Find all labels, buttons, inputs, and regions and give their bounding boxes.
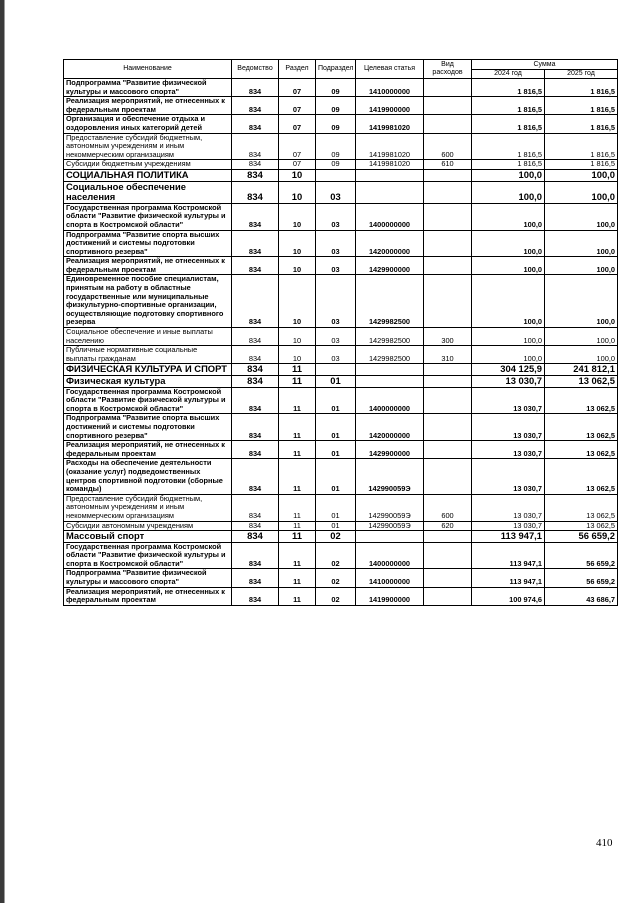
table-row xyxy=(64,441,618,459)
header-dept: Ведомство xyxy=(232,60,279,79)
cell-target xyxy=(356,531,424,543)
budget-table xyxy=(63,59,618,606)
cell-2025: 13 062,5 xyxy=(545,414,618,441)
cell-2024: 13 030,7 xyxy=(472,376,545,388)
cell-subsection: 03 xyxy=(316,275,356,328)
table-row xyxy=(64,387,618,414)
table-row xyxy=(64,376,618,388)
cell-2025: 13 062,5 xyxy=(545,376,618,388)
cell-exptype xyxy=(424,376,472,388)
cell-2025: 100,0 xyxy=(545,257,618,275)
cell-subsection: 09 xyxy=(316,133,356,160)
cell-name: Реализация мероприятий, не отнесенных к федеральным проектам xyxy=(64,97,232,115)
cell-subsection: 09 xyxy=(316,160,356,170)
cell-subsection: 09 xyxy=(316,79,356,97)
page-number: 410 xyxy=(596,837,613,849)
cell-dept: 834 xyxy=(232,459,279,494)
cell-subsection: 03 xyxy=(316,346,356,364)
cell-target: 1419981020 xyxy=(356,115,424,133)
cell-dept: 834 xyxy=(232,181,279,203)
cell-name: СОЦИАЛЬНАЯ ПОЛИТИКА xyxy=(64,169,232,181)
cell-exptype xyxy=(424,181,472,203)
cell-subsection: 02 xyxy=(316,587,356,605)
cell-section: 07 xyxy=(279,115,316,133)
cell-exptype: 600 xyxy=(424,494,472,521)
cell-name: Физическая культура xyxy=(64,376,232,388)
cell-target: 142990059Э xyxy=(356,494,424,521)
cell-name: Государственная программа Костромской области "Развитие физической культуры и спорта в Костромской области" xyxy=(64,542,232,569)
table-row xyxy=(64,346,618,364)
cell-dept: 834 xyxy=(232,364,279,376)
table-row xyxy=(64,542,618,569)
table-row xyxy=(64,133,618,160)
cell-2024: 13 030,7 xyxy=(472,387,545,414)
header-row xyxy=(64,60,618,70)
cell-dept: 834 xyxy=(232,203,279,230)
cell-subsection: 09 xyxy=(316,115,356,133)
cell-exptype: 600 xyxy=(424,133,472,160)
cell-dept: 834 xyxy=(232,97,279,115)
header-name: Наименование xyxy=(64,60,232,79)
cell-exptype xyxy=(424,414,472,441)
cell-2024: 100 974,6 xyxy=(472,587,545,605)
table-row xyxy=(64,531,618,543)
cell-section: 10 xyxy=(279,203,316,230)
cell-name: Публичные нормативные социальные выплаты гражданам xyxy=(64,346,232,364)
cell-dept: 834 xyxy=(232,133,279,160)
cell-subsection: 03 xyxy=(316,257,356,275)
cell-section: 11 xyxy=(279,587,316,605)
cell-exptype: 300 xyxy=(424,328,472,346)
scan-edge-line xyxy=(4,0,5,903)
cell-section: 10 xyxy=(279,275,316,328)
cell-section: 10 xyxy=(279,230,316,257)
table-row xyxy=(64,275,618,328)
cell-name: Предоставление субсидий бюджетным, автономным учреждениям и иным некоммерческим организациям xyxy=(64,133,232,160)
cell-2025: 13 062,5 xyxy=(545,387,618,414)
cell-2024: 113 947,1 xyxy=(472,569,545,587)
cell-exptype: 620 xyxy=(424,521,472,531)
cell-name: Реализация мероприятий, не отнесенных к федеральным проектам xyxy=(64,587,232,605)
cell-name: Социальное обеспечение населения xyxy=(64,181,232,203)
cell-section: 11 xyxy=(279,364,316,376)
cell-target: 1419900000 xyxy=(356,97,424,115)
header-target: Целевая статья xyxy=(356,60,424,79)
cell-subsection: 09 xyxy=(316,97,356,115)
cell-subsection xyxy=(316,169,356,181)
cell-exptype xyxy=(424,169,472,181)
cell-section: 11 xyxy=(279,387,316,414)
cell-name: Подпрограмма "Развитие физической культуры и массового спорта" xyxy=(64,569,232,587)
table-row xyxy=(64,97,618,115)
table-row xyxy=(64,364,618,376)
cell-subsection: 03 xyxy=(316,328,356,346)
cell-dept: 834 xyxy=(232,441,279,459)
cell-subsection: 02 xyxy=(316,542,356,569)
cell-section: 11 xyxy=(279,542,316,569)
cell-2024: 113 947,1 xyxy=(472,542,545,569)
cell-2024: 1 816,5 xyxy=(472,160,545,170)
cell-target: 1419900000 xyxy=(356,587,424,605)
cell-section: 07 xyxy=(279,133,316,160)
cell-section: 11 xyxy=(279,494,316,521)
cell-2024: 100,0 xyxy=(472,203,545,230)
cell-dept: 834 xyxy=(232,115,279,133)
cell-section: 11 xyxy=(279,569,316,587)
table-row xyxy=(64,587,618,605)
cell-name: ФИЗИЧЕСКАЯ КУЛЬТУРА И СПОРТ xyxy=(64,364,232,376)
cell-2025: 100,0 xyxy=(545,203,618,230)
cell-name: Реализация мероприятий, не отнесенных к федеральным проектам xyxy=(64,441,232,459)
cell-name: Подпрограмма "Развитие физической культуры и массового спорта" xyxy=(64,79,232,97)
cell-dept: 834 xyxy=(232,587,279,605)
cell-2025: 13 062,5 xyxy=(545,494,618,521)
cell-target: 142990059Э xyxy=(356,521,424,531)
cell-target: 1419981020 xyxy=(356,160,424,170)
cell-2024: 13 030,7 xyxy=(472,521,545,531)
header-2025: 2025 год xyxy=(545,70,618,79)
table-row xyxy=(64,230,618,257)
cell-name: Массовый спорт xyxy=(64,531,232,543)
cell-target xyxy=(356,364,424,376)
cell-name: Единовременное пособие специалистам, принятым на работу в областные государственные или муниципальные физкультурно-спортивные организации, осуществляющие подготовку спортивного резерва xyxy=(64,275,232,328)
cell-section: 10 xyxy=(279,328,316,346)
cell-2025: 43 686,7 xyxy=(545,587,618,605)
cell-exptype xyxy=(424,587,472,605)
cell-2025: 100,0 xyxy=(545,169,618,181)
cell-exptype xyxy=(424,275,472,328)
cell-target: 1410000000 xyxy=(356,79,424,97)
cell-exptype xyxy=(424,531,472,543)
cell-2025: 100,0 xyxy=(545,275,618,328)
cell-exptype xyxy=(424,441,472,459)
cell-name: Предоставление субсидий бюджетным, автономным учреждениям и иным некоммерческим организациям xyxy=(64,494,232,521)
cell-exptype xyxy=(424,257,472,275)
cell-target xyxy=(356,169,424,181)
cell-exptype xyxy=(424,79,472,97)
table-row xyxy=(64,181,618,203)
cell-subsection: 01 xyxy=(316,459,356,494)
cell-2024: 1 816,5 xyxy=(472,97,545,115)
cell-target xyxy=(356,181,424,203)
cell-2024: 100,0 xyxy=(472,230,545,257)
cell-exptype xyxy=(424,115,472,133)
cell-dept: 834 xyxy=(232,160,279,170)
table-row xyxy=(64,569,618,587)
table-row xyxy=(64,115,618,133)
cell-subsection: 01 xyxy=(316,414,356,441)
cell-2024: 100,0 xyxy=(472,275,545,328)
cell-2025: 100,0 xyxy=(545,230,618,257)
table-row xyxy=(64,79,618,97)
cell-dept: 834 xyxy=(232,569,279,587)
cell-2025: 1 816,5 xyxy=(545,115,618,133)
cell-section: 07 xyxy=(279,79,316,97)
cell-section: 07 xyxy=(279,160,316,170)
cell-2025: 56 659,2 xyxy=(545,569,618,587)
cell-name: Реализация мероприятий, не отнесенных к федеральным проектам xyxy=(64,257,232,275)
cell-subsection: 02 xyxy=(316,531,356,543)
cell-exptype xyxy=(424,387,472,414)
cell-2024: 100,0 xyxy=(472,181,545,203)
cell-2025: 1 816,5 xyxy=(545,97,618,115)
cell-dept: 834 xyxy=(232,521,279,531)
cell-2024: 304 125,9 xyxy=(472,364,545,376)
cell-subsection: 01 xyxy=(316,376,356,388)
cell-dept: 834 xyxy=(232,328,279,346)
cell-section: 11 xyxy=(279,521,316,531)
table-row xyxy=(64,169,618,181)
cell-2025: 100,0 xyxy=(545,181,618,203)
header-2024: 2024 год xyxy=(472,70,545,79)
cell-name: Расходы на обеспечение деятельности (оказание услуг) подведомственных центров спортивной подготовки (сборные команды) xyxy=(64,459,232,494)
cell-dept: 834 xyxy=(232,376,279,388)
cell-dept: 834 xyxy=(232,169,279,181)
cell-target: 1420000000 xyxy=(356,230,424,257)
cell-target: 142990059Э xyxy=(356,459,424,494)
cell-2025: 1 816,5 xyxy=(545,79,618,97)
cell-2025: 100,0 xyxy=(545,328,618,346)
cell-section: 11 xyxy=(279,531,316,543)
cell-2024: 100,0 xyxy=(472,346,545,364)
cell-name: Государственная программа Костромской области "Развитие физической культуры и спорта в Костромской области" xyxy=(64,387,232,414)
cell-target: 1429982500 xyxy=(356,328,424,346)
cell-subsection: 01 xyxy=(316,387,356,414)
cell-dept: 834 xyxy=(232,346,279,364)
cell-section: 10 xyxy=(279,181,316,203)
table-row xyxy=(64,459,618,494)
table-row xyxy=(64,203,618,230)
cell-dept: 834 xyxy=(232,494,279,521)
cell-2024: 1 816,5 xyxy=(472,133,545,160)
cell-2024: 13 030,7 xyxy=(472,441,545,459)
cell-2024: 13 030,7 xyxy=(472,414,545,441)
cell-section: 11 xyxy=(279,441,316,459)
cell-dept: 834 xyxy=(232,542,279,569)
cell-2024: 100,0 xyxy=(472,257,545,275)
cell-name: Организация и обеспечение отдыха и оздоровления иных категорий детей xyxy=(64,115,232,133)
table-row xyxy=(64,160,618,170)
cell-2024: 113 947,1 xyxy=(472,531,545,543)
cell-name: Субсидии автономным учреждениям xyxy=(64,521,232,531)
cell-exptype xyxy=(424,459,472,494)
cell-subsection xyxy=(316,364,356,376)
cell-dept: 834 xyxy=(232,387,279,414)
cell-target: 1400000000 xyxy=(356,203,424,230)
table-row xyxy=(64,257,618,275)
cell-exptype xyxy=(424,97,472,115)
cell-target xyxy=(356,376,424,388)
cell-2024: 100,0 xyxy=(472,169,545,181)
cell-name: Социальное обеспечение и иные выплаты населению xyxy=(64,328,232,346)
cell-subsection: 01 xyxy=(316,494,356,521)
header-exptype: Вид расходов xyxy=(424,60,472,79)
cell-target: 1400000000 xyxy=(356,542,424,569)
cell-exptype xyxy=(424,203,472,230)
header-sum: Сумма xyxy=(472,60,618,70)
cell-dept: 834 xyxy=(232,230,279,257)
cell-2025: 13 062,5 xyxy=(545,459,618,494)
cell-target: 1410000000 xyxy=(356,569,424,587)
cell-section: 10 xyxy=(279,169,316,181)
cell-subsection: 01 xyxy=(316,521,356,531)
table-body xyxy=(64,79,618,606)
cell-name: Подпрограмма "Развитие спорта высших достижений и системы подготовки спортивного резерва" xyxy=(64,230,232,257)
cell-target: 1429982500 xyxy=(356,346,424,364)
cell-dept: 834 xyxy=(232,275,279,328)
cell-2025: 100,0 xyxy=(545,346,618,364)
cell-target: 1419981020 xyxy=(356,133,424,160)
cell-subsection: 03 xyxy=(316,230,356,257)
cell-subsection: 02 xyxy=(316,569,356,587)
cell-2025: 241 812,1 xyxy=(545,364,618,376)
cell-2025: 56 659,2 xyxy=(545,531,618,543)
cell-2025: 13 062,5 xyxy=(545,441,618,459)
cell-name: Государственная программа Костромской области "Развитие физической культуры и спорта в Костромской области" xyxy=(64,203,232,230)
cell-exptype: 310 xyxy=(424,346,472,364)
cell-2024: 1 816,5 xyxy=(472,79,545,97)
cell-section: 10 xyxy=(279,257,316,275)
header-subsection: Подраздел xyxy=(316,60,356,79)
cell-2025: 56 659,2 xyxy=(545,542,618,569)
cell-exptype xyxy=(424,364,472,376)
cell-subsection: 01 xyxy=(316,441,356,459)
cell-subsection: 03 xyxy=(316,203,356,230)
cell-dept: 834 xyxy=(232,414,279,441)
cell-2024: 13 030,7 xyxy=(472,459,545,494)
cell-target: 1400000000 xyxy=(356,387,424,414)
cell-section: 10 xyxy=(279,346,316,364)
table-row xyxy=(64,494,618,521)
cell-exptype xyxy=(424,542,472,569)
cell-exptype xyxy=(424,569,472,587)
cell-2025: 1 816,5 xyxy=(545,133,618,160)
cell-dept: 834 xyxy=(232,257,279,275)
cell-target: 1420000000 xyxy=(356,414,424,441)
cell-dept: 834 xyxy=(232,79,279,97)
cell-section: 11 xyxy=(279,459,316,494)
cell-2024: 1 816,5 xyxy=(472,115,545,133)
cell-name: Субсидии бюджетным учреждениям xyxy=(64,160,232,170)
table-row xyxy=(64,328,618,346)
cell-subsection: 03 xyxy=(316,181,356,203)
cell-target: 1429900000 xyxy=(356,441,424,459)
cell-exptype: 610 xyxy=(424,160,472,170)
cell-section: 07 xyxy=(279,97,316,115)
cell-name: Подпрограмма "Развитие спорта высших достижений и системы подготовки спортивного резерва" xyxy=(64,414,232,441)
header-section: Раздел xyxy=(279,60,316,79)
cell-target: 1429900000 xyxy=(356,257,424,275)
cell-section: 11 xyxy=(279,414,316,441)
cell-2025: 1 816,5 xyxy=(545,160,618,170)
cell-2025: 13 062,5 xyxy=(545,521,618,531)
cell-dept: 834 xyxy=(232,531,279,543)
cell-2024: 100,0 xyxy=(472,328,545,346)
cell-section: 11 xyxy=(279,376,316,388)
table-row xyxy=(64,414,618,441)
cell-2024: 13 030,7 xyxy=(472,494,545,521)
cell-target: 1429982500 xyxy=(356,275,424,328)
cell-exptype xyxy=(424,230,472,257)
